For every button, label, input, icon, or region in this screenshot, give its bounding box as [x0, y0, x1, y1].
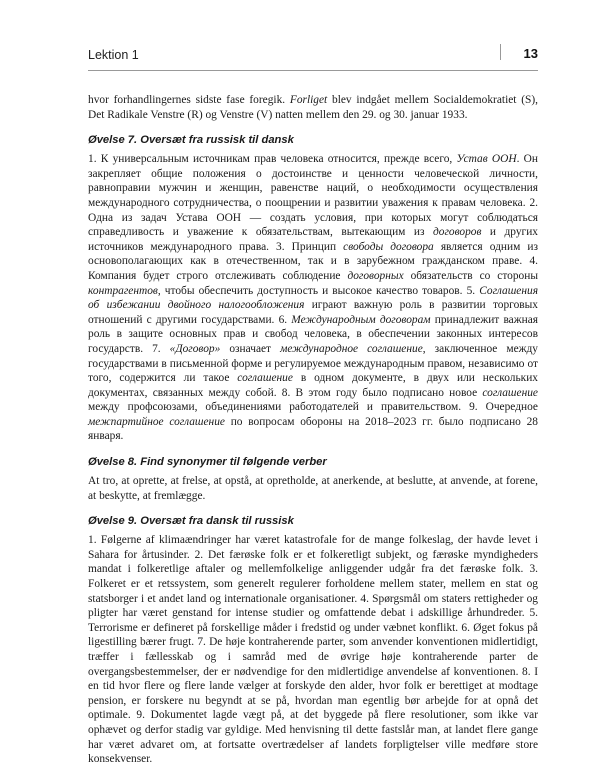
emphasis: международное соглашение	[280, 342, 423, 355]
text-run: по вопросам обороны на 2018–2023 гг. было подписано 28 января.	[88, 415, 538, 443]
emphasis: Устав ООН	[456, 153, 517, 166]
chapter-label: Lektion 1	[88, 48, 139, 62]
exercise-9-text: 1. Følgerne af klimaændringer har været katastrofale for de mange folkeslag, der havde levet i Sahara for årtusinder. 2. Det færøske folk er et folkeretligt subjekt, og færøske myndigheders mandat i folkeretlige aftaler og mellemfolkelige anliggender udgår fra det færøske folk. 3. Folkeret er et retssystem, som generelt regulerer forholdene mellem stater, mellem en stat og statsborger i et andet land og internationale organisationer. 4. Spørgsmål om staters rettigheder og pligter har været genstand for intense studier og omfattende debat i adskillige århundreder. 5. Terrorisme er defineret på forskellige måder i fredstid og under væbnet konflikt. 6. Øget fokus på ligestilling bærer frugt. 7. De høje kontraherende parter, som anvender konventionen midlertidigt, træffer i fællesskab og i samråd med de øvrige høje kontraherende parter de overgangsbestemmelser, der er nødvendige for den midlertidige anvendelse af konventionen. 8. I en tid hvor flere og flere lande vælger at forskyde den alder, hvor folk er berettiget at modtage pension, er forskere nu begyndt at se på, hvordan man egentlig bør arbejde for at opnå det optimale. 9. Dokumentet lagde vægt på, at det byggede på flere resolutioner, som ikke var ophævet og derfor stadig var gyldige. Med henvisning til dette fastslår man, at landet flere gange har været advaret om, at fortsatte overtrædelser af landets forpligtelser ville medføre store konsekvenser.	[88, 534, 538, 766]
emphasis: договорных	[347, 269, 404, 282]
text-run: 1. К универсальным источникам прав человека относится, прежде всего,	[88, 153, 457, 166]
emphasis: соглашение	[482, 386, 538, 399]
text-run: в одном документе, в двух или нескольких документах, связанных между собой. 8. В этом году было подписано новое	[88, 372, 538, 399]
page-number: 13	[523, 46, 538, 61]
emphasis: договоров	[432, 226, 482, 239]
text-run: играют важную роль в развитии торговых отношений с другими государствами. 6.	[88, 299, 538, 326]
intro-paragraph	[88, 93, 538, 122]
header-divider	[500, 44, 501, 60]
exercise-8-text: At tro, at oprette, at frelse, at opstå, at opretholde, at anerkende, at beslutte, at anvende, at forene, at beskytte, at fremlægge.	[88, 475, 538, 502]
text-run: между профсоюзами, объединениями работодателей и правительством. 9. Очередное	[88, 401, 538, 414]
text-run: обязательств со стороны	[403, 269, 538, 282]
exercise-7-heading: Øvelse 7. Oversæt fra russisk til dansk	[88, 134, 294, 147]
emphasis: соглашение	[237, 372, 293, 385]
emphasis: «Договор»	[169, 342, 221, 355]
emphasis: Международным договорам	[291, 313, 431, 326]
emphasis: межпартийное соглашение	[88, 415, 225, 428]
text-run: является одним из основополагающих как в отечественном, так и в зарубежном гражданском праве. 4. Компания будет строго отслеживать соблюдение	[88, 240, 538, 282]
exercise-9-heading: Øvelse 9. Oversæt fra dansk til russisk	[88, 515, 294, 528]
exercise-7-text	[88, 152, 538, 444]
emphasis: Соглашения об избежании двойного налогообложения	[88, 284, 538, 312]
text-run: и других источников международного права. 3. Принцип	[88, 226, 538, 253]
exercise-8-heading: Øvelse 8. Find synonymer til følgende verber	[88, 456, 327, 469]
emphasis: свободы договора	[343, 240, 434, 253]
emphasis: Forliget	[289, 94, 328, 106]
text-run: blev indgået mellem Socialdemokratiet (S), Det Radikale Venstre (R) og Venstre (V) natten mellem den 29. og 30. januar 1933.	[88, 94, 538, 121]
text-run: , чтобы обеспечить доступность и высокое качество товаров. 5.	[157, 284, 480, 297]
header-rule	[88, 70, 538, 71]
page-body	[88, 93, 538, 767]
text-run: означает	[220, 342, 281, 355]
text-run: , заключенное между государствами в письменной форме и регулируемое международным правом, независимо от того, содержится ли такое	[88, 342, 538, 385]
text-run: . Он закрепляет общие положения о достоинстве и ценности человеческой личности, равноправии мужчин и женщин, равенстве наций, о необходимости осуществления международного сотрудничества, о поощрении и развитии уважения к правам человека. 2. Одна из задач Устава ООН — создать условия, при которых могут соблюдаться справедливость и уважение к обязательствам, вытекающим из	[88, 153, 539, 239]
text-run: hvor forhandlingernes sidste fase foregik.	[88, 94, 290, 106]
text-run: принадлежит важная роль в защите основных прав и свобод человека, в обеспечении законных интересов государств. 7.	[88, 313, 538, 355]
emphasis: контрагентов	[88, 284, 158, 297]
running-header	[88, 44, 538, 74]
